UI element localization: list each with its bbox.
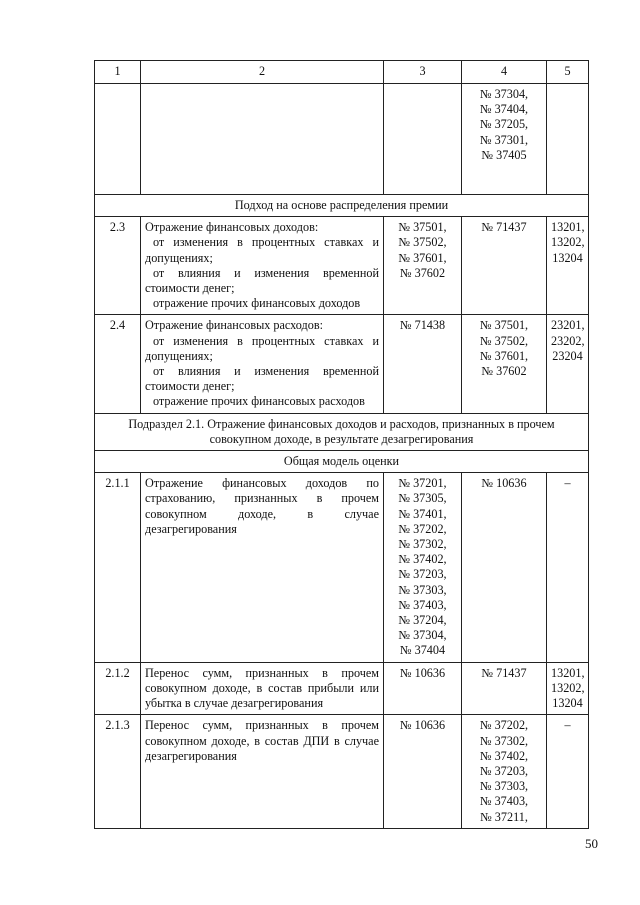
subsection-title: Подраздел 2.1. Отражение финансовых доходов и расходов, признанных в прочем совокупном доходе, в результате дезагрегирования <box>95 413 589 450</box>
debit-cell <box>384 662 462 715</box>
description-line: отражение прочих финансовых доходов <box>153 296 361 311</box>
account-code: № 37202, <box>398 521 447 536</box>
row-number: 2.1.2 <box>95 662 141 715</box>
symbol-code: 13204 <box>552 696 583 711</box>
account-code: № 37211, <box>480 809 528 824</box>
credit-cell <box>462 217 547 315</box>
account-code: № 10636 <box>399 665 446 680</box>
description-line: Отражение финансовых расходов: <box>145 318 323 333</box>
symbol-code: 23201, <box>551 318 585 333</box>
account-code: № 37402, <box>479 748 529 763</box>
header-cell: 5 <box>547 61 589 84</box>
symbol-code: 13201, <box>551 220 585 235</box>
row-number: 2.1.1 <box>95 473 141 662</box>
account-code: № 37502, <box>479 333 529 348</box>
header-row <box>95 61 589 84</box>
description-line: Отражение финансовых доходов: <box>145 220 319 235</box>
description-line: отражение прочих финансовых расходов <box>153 394 365 409</box>
row-description: Перенос сумм, признанных в прочем совокупном доходе, в состав прибыли или убытка в случае дезагрегирования <box>141 662 384 715</box>
account-code: № 37404, <box>479 102 529 117</box>
row-number: 2.4 <box>95 315 141 413</box>
account-code: № 71437 <box>481 220 527 235</box>
description-line: от изменения в процентных ставках и допущениях; <box>145 333 379 363</box>
account-code: № 37203, <box>479 763 529 778</box>
row-description: Отражение финансовых доходов по страхованию, признанных в прочем совокупном доходе, в случае дезагрегирования <box>141 473 384 662</box>
table-row <box>95 662 589 715</box>
account-code: № 37602 <box>481 364 527 379</box>
account-code: № 37303, <box>479 779 529 794</box>
header-cell: 1 <box>95 61 141 84</box>
account-code: № 37501, <box>479 318 529 333</box>
header-cell: 2 <box>141 61 384 84</box>
symbol-cell <box>547 715 589 828</box>
credit-cell <box>462 84 547 195</box>
account-code: № 37302, <box>398 537 447 552</box>
credit-cell <box>462 473 547 662</box>
header-cell: 4 <box>462 61 547 84</box>
table-row <box>95 473 589 662</box>
header-cell: 3 <box>384 61 462 84</box>
symbol-code: 13204 <box>552 250 583 265</box>
account-code: № 37202, <box>479 718 529 733</box>
debit-cell <box>384 315 462 413</box>
account-code: № 37203, <box>398 567 447 582</box>
credit-cell <box>462 315 547 413</box>
account-code: № 37304, <box>479 87 529 101</box>
symbol-cell <box>547 473 589 662</box>
row-description <box>141 315 384 413</box>
account-code: № 37302, <box>479 733 529 748</box>
description-line: от влияния и изменения временной стоимости денег; <box>145 364 379 394</box>
accounting-table <box>94 60 589 829</box>
account-code: № 37403, <box>398 597 447 612</box>
account-code: № 37404 <box>399 643 446 658</box>
row-number: 2.3 <box>95 217 141 315</box>
row-number: 2.1.3 <box>95 715 141 828</box>
section-row <box>95 451 589 473</box>
table-row <box>95 315 589 413</box>
symbol-cell <box>547 662 589 715</box>
description-line: от изменения в процентных ставках и допущениях; <box>145 235 379 265</box>
symbol-code: 13201, <box>551 665 585 680</box>
debit-cell <box>384 217 462 315</box>
account-code: № 71437 <box>481 665 527 680</box>
account-code: № 37201, <box>398 476 447 491</box>
symbol-cell <box>547 217 589 315</box>
symbol-cell <box>547 84 589 195</box>
account-code: № 10636 <box>481 476 527 491</box>
text-cell <box>141 84 384 195</box>
symbol-cell <box>547 315 589 413</box>
debit-cell <box>384 473 462 662</box>
table-row <box>95 84 589 195</box>
account-code: № 37401, <box>398 506 447 521</box>
account-code: № 37305, <box>398 491 447 506</box>
account-code: № 10636 <box>399 718 446 733</box>
account-code: № 37601, <box>398 250 447 265</box>
section-row <box>95 195 589 217</box>
section-title: Подход на основе распределения премии <box>95 195 589 217</box>
account-code: № 37403, <box>479 794 529 809</box>
account-code: № 37502, <box>398 235 447 250</box>
account-code: № 37402, <box>398 552 447 567</box>
account-code: № 37204, <box>398 613 447 628</box>
account-code: № 37405 <box>481 147 527 162</box>
account-code: № 37304, <box>398 628 447 643</box>
row-description <box>141 217 384 315</box>
symbol-code: – <box>564 476 571 491</box>
symbol-code: 23202, <box>551 333 585 348</box>
account-code: № 37301, <box>479 132 529 147</box>
symbol-code: 13202, <box>551 680 585 695</box>
subsection-row <box>95 413 589 450</box>
debit-cell <box>384 715 462 828</box>
num-cell <box>95 84 141 195</box>
symbol-code: 13202, <box>551 235 585 250</box>
debit-cell <box>384 84 462 195</box>
symbol-code: – <box>564 718 571 733</box>
table-row <box>95 715 589 828</box>
table-row <box>95 217 589 315</box>
account-code: № 37205, <box>479 117 529 132</box>
row-description: Перенос сумм, признанных в прочем совокупном доходе, в состав ДПИ в случае дезагрегирования <box>141 715 384 828</box>
account-code: № 37602 <box>399 265 446 280</box>
account-code: № 37601, <box>479 348 529 363</box>
symbol-code: 23204 <box>552 348 583 363</box>
credit-cell <box>462 662 547 715</box>
account-code: № 71438 <box>399 318 446 333</box>
section-title: Общая модель оценки <box>95 451 589 473</box>
account-code: № 37303, <box>398 582 447 597</box>
account-code: № 37501, <box>398 220 447 235</box>
page-number: 50 <box>585 836 598 851</box>
description-line: от влияния и изменения временной стоимости денег; <box>145 265 379 296</box>
credit-cell <box>462 715 547 828</box>
